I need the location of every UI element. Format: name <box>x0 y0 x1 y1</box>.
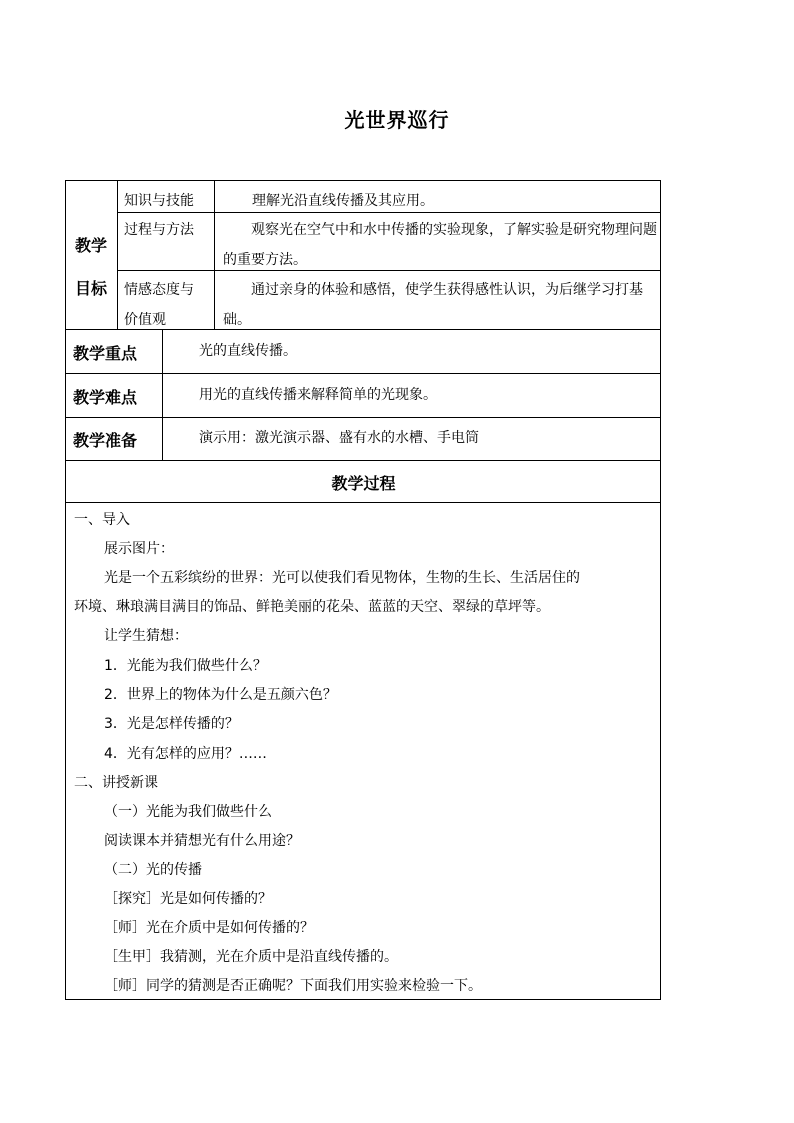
row-divider <box>66 417 661 418</box>
column-divider <box>117 181 118 329</box>
objective-content: 理解光沿直线传播及其应用。 <box>252 193 434 209</box>
key-point-label: 教学重点 <box>73 344 138 363</box>
process-line: 光是一个五彩缤纷的世界：光可以使我们看见物体，生物的生长、生活居住的 <box>104 570 580 586</box>
objective-content: 通过亲身的体验和感悟，使学生获得感性认识，为后继学习打基础。 <box>223 282 643 328</box>
objectives-label: 教学 <box>75 236 108 255</box>
process-line: ［师］光在介质中是如何传播的？ <box>104 920 314 936</box>
row-divider <box>66 373 661 374</box>
process-header: 教学过程 <box>331 474 396 493</box>
key-point-content: 光的直线传播。 <box>199 343 297 359</box>
process-line: ［师］同学的猜测是否正确呢？下面我们用实验来检验一下。 <box>104 978 482 994</box>
process-line: 3．光是怎样传播的？ <box>104 716 239 732</box>
column-divider <box>214 181 215 329</box>
process-line: 2．世界上的物体为什么是五颜六色？ <box>104 687 337 703</box>
row-divider <box>66 460 661 461</box>
column-divider <box>162 329 163 460</box>
process-line: ［探究］光是如何传播的？ <box>104 891 272 907</box>
row-divider <box>66 502 661 503</box>
process-line: 二、讲授新课 <box>74 775 158 791</box>
process-line: 1．光能为我们做些什么？ <box>104 658 267 674</box>
difficulty-label: 教学难点 <box>73 388 138 407</box>
process-line: 一、导入 <box>74 512 130 528</box>
process-line: （二）光的传播 <box>104 862 202 878</box>
difficulty-content: 用光的直线传播来解释简单的光现象。 <box>199 387 437 403</box>
objective-category: 价值观 <box>124 312 166 328</box>
process-line: 阅读课本并猜想光有什么用途？ <box>104 833 300 849</box>
objective-category: 知识与技能 <box>124 193 194 209</box>
process-line: （一）光能为我们做些什么 <box>104 804 272 820</box>
process-line: ［生甲］我猜测，光在介质中是沿直线传播的。 <box>104 949 398 965</box>
process-line: 环境、琳琅满目满目的饰品、鲜艳美丽的花朵、蓝蓝的天空、翠绿的草坪等。 <box>74 599 550 615</box>
preparation-content: 演示用：激光演示器、盛有水的水槽、手电筒 <box>199 430 479 446</box>
process-line: 4．光有怎样的应用？…… <box>104 746 267 762</box>
preparation-label: 教学准备 <box>73 431 138 450</box>
process-line: 让学生猜想： <box>104 628 188 644</box>
objectives-label: 目标 <box>75 279 108 298</box>
objective-content: 观察光在空气中和水中传播的实验现象，了解实验是研究物理问题的重要方法。 <box>223 222 657 268</box>
objective-category: 情感态度与 <box>124 282 194 298</box>
objective-category: 过程与方法 <box>124 222 194 238</box>
page-title: 光世界巡行 <box>344 108 450 132</box>
process-line: 展示图片： <box>104 541 174 557</box>
